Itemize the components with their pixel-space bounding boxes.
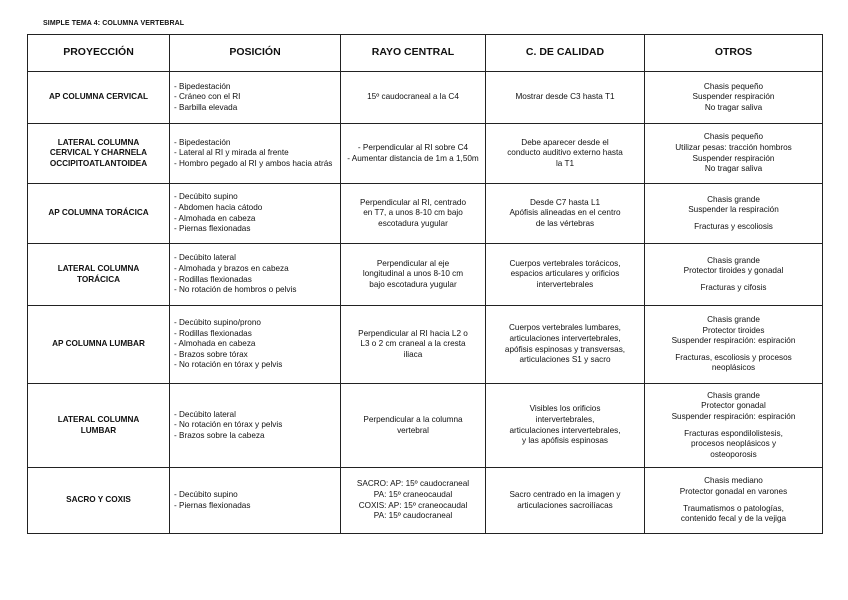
cell-line: longitudinal a unos 8-10 cm <box>362 269 464 279</box>
cell-line: - Piernas flexionadas <box>174 224 251 234</box>
cell-line: - No rotación en tórax y pelvis <box>174 420 283 430</box>
cell-line: Traumatismos o patologías, <box>683 503 784 513</box>
cell-line: - Brazos sobre la cabeza <box>174 430 265 440</box>
cell-calidad <box>486 468 645 534</box>
cell-line: Protector tiroides y gonadal <box>683 266 784 276</box>
cell-line: - Bipedestación <box>174 137 231 147</box>
cell-line: Suspender respiración <box>692 153 775 163</box>
cell-otros <box>645 306 823 384</box>
cell-line: - Cráneo con el RI <box>174 92 241 102</box>
cell-line: la T1 <box>555 158 575 168</box>
cell-calidad <box>486 306 645 384</box>
cell-line: Fracturas espondilolistesis, <box>684 428 783 438</box>
cell-line: Chasis mediano <box>704 476 763 486</box>
cell-line: - Bipedestación <box>174 81 231 91</box>
cell-proyeccion <box>28 72 170 124</box>
cell-line: Perpendicular al RI hacia L2 o <box>358 328 468 338</box>
cell-line: neoplásicos <box>711 363 756 373</box>
cell-posicion <box>170 72 341 124</box>
table-row <box>28 244 823 306</box>
cell-posicion <box>170 306 341 384</box>
cell-rayo-central <box>341 244 486 306</box>
cell-line: LATERAL COLUMNA <box>57 137 140 147</box>
cell-line: Protector gonadal <box>701 401 766 411</box>
table-row <box>28 306 823 384</box>
cell-line: articulaciones sacroilíacas <box>517 500 613 510</box>
cell-line: articulaciones intervertebrales, <box>509 425 621 435</box>
cell-line: - Lateral al RI y mirada al frente <box>174 148 289 158</box>
cell-line: Perpendicular a la columna <box>363 414 463 424</box>
cell-line: No tragar saliva <box>704 102 763 112</box>
header-rayo-central: RAYO CENTRAL <box>341 35 486 72</box>
cell-line: - Decúbito supino/prono <box>174 317 261 327</box>
cell-line: Mostrar desde C3 hasta T1 <box>515 92 615 102</box>
cell-line: - Almohada en cabeza <box>174 213 256 223</box>
cell-line: Chasis grande <box>707 255 760 265</box>
table-row <box>28 384 823 468</box>
cell-line: - Almohada y brazos en cabeza <box>174 263 289 273</box>
cell-line: osteoporosis <box>710 449 757 459</box>
cell-line: SACRO Y COXIS <box>66 495 131 505</box>
cell-proyeccion <box>28 468 170 534</box>
cell-line: Chasis pequeño <box>703 132 764 142</box>
cell-posicion <box>170 184 341 244</box>
cell-line: Apófisis alineadas en el centro <box>509 208 621 218</box>
cell-line: - Barbilla elevada <box>174 102 238 112</box>
cell-line: Utilizar pesas: tracción hombros <box>675 142 792 152</box>
cell-line: Perpendicular al eje <box>376 258 450 268</box>
cell-line: SACRO: AP: 15º caudocraneal <box>356 479 470 489</box>
header-calidad: C. DE CALIDAD <box>486 35 645 72</box>
cell-otros <box>645 72 823 124</box>
cell-line: AP COLUMNA TORÁCICA <box>48 208 149 218</box>
cell-line: Chasis pequeño <box>703 81 764 91</box>
cell-line: Fracturas y cifosis <box>700 282 767 292</box>
cell-rayo-central <box>341 124 486 184</box>
cell-line: intervertebrales, <box>535 414 595 424</box>
cell-line: Debe aparecer desde el <box>521 137 609 147</box>
cell-line: conducto auditivo externo hasta <box>507 148 623 158</box>
cell-line: LATERAL COLUMNA <box>57 263 140 273</box>
cell-proyeccion <box>28 384 170 468</box>
cell-line: y las apófisis espinosas <box>521 436 608 446</box>
header-otros: OTROS <box>645 35 823 72</box>
cell-line: CERVICAL Y CHARNELA <box>49 148 148 158</box>
cell-line: procesos neoplásicos y <box>690 439 777 449</box>
cell-proyeccion <box>28 184 170 244</box>
cell-line: 15º caudocraneal a la C4 <box>367 92 459 102</box>
cell-otros <box>645 184 823 244</box>
cell-line: COXIS: AP: 15º craneocaudal <box>358 500 468 510</box>
cell-line: - Piernas flexionadas <box>174 500 251 510</box>
cell-line: contenido fecal y de la vejiga <box>680 514 787 524</box>
cell-rayo-central <box>341 306 486 384</box>
cell-line: intervertebrales <box>536 279 594 289</box>
cell-line: Visibles los orificios <box>529 404 601 414</box>
table-row <box>28 184 823 244</box>
cell-line: Fracturas, escoliosis y procesos <box>675 352 792 362</box>
cell-line: - Hombro pegado al RI y ambos hacia atrás <box>174 158 333 168</box>
cell-line: LUMBAR <box>80 425 117 435</box>
cell-line: L3 o 2 cm craneal a la cresta <box>360 339 466 349</box>
cell-line: Protector gonadal en varones <box>679 486 788 496</box>
cell-line: - No rotación de hombros o pelvis <box>174 285 297 295</box>
cell-line: - Abdomen hacia cátodo <box>174 202 263 212</box>
cell-line: Desde C7 hasta L1 <box>529 197 601 207</box>
cell-rayo-central <box>341 184 486 244</box>
cell-rayo-central <box>341 468 486 534</box>
cell-line: Cuerpos vertebrales lumbares, <box>509 323 621 333</box>
table-row <box>28 124 823 184</box>
cell-line: Suspender respiración: espiración <box>671 336 796 346</box>
header-proyeccion: PROYECCIÓN <box>28 35 170 72</box>
cell-calidad <box>486 72 645 124</box>
cell-line: de las vértebras <box>535 218 595 228</box>
cell-proyeccion <box>28 124 170 184</box>
cell-line: AP COLUMNA LUMBAR <box>52 339 145 349</box>
cell-line: AP COLUMNA CERVICAL <box>48 92 148 102</box>
cell-line: PA: 15º craneocaudal <box>373 489 453 499</box>
document-title: SIMPLE TEMA 4: COLUMNA VERTEBRAL <box>43 20 185 27</box>
cell-line: LATERAL COLUMNA <box>57 414 140 424</box>
cell-posicion <box>170 124 341 184</box>
cell-proyeccion <box>28 306 170 384</box>
cell-line: - Decúbito lateral <box>174 253 236 263</box>
cell-line: PA: 15º caudocraneal <box>373 511 453 521</box>
cell-rayo-central <box>341 72 486 124</box>
cell-calidad <box>486 384 645 468</box>
cell-line: - Rodillas flexionadas <box>174 274 252 284</box>
table-row <box>28 468 823 534</box>
cell-line: Sacro centrado en la imagen y <box>509 489 621 499</box>
cell-otros <box>645 244 823 306</box>
cell-line: en T7, a unos 8-10 cm bajo <box>363 208 463 218</box>
cell-line: Fracturas y escoliosis <box>694 221 773 231</box>
cell-posicion <box>170 244 341 306</box>
cell-line: - Decúbito supino <box>174 489 238 499</box>
cell-line: TORÁCICA <box>76 274 121 284</box>
cell-line: escotadura yugular <box>378 218 448 228</box>
cell-calidad <box>486 184 645 244</box>
cell-line: bajo escotadura yugular <box>369 279 457 289</box>
cell-line: Suspender respiración: espiración <box>671 411 796 421</box>
cell-line: - No rotación en tórax y pelvis <box>174 360 283 370</box>
cell-proyeccion <box>28 244 170 306</box>
cell-line: - Almohada en cabeza <box>174 339 256 349</box>
cell-line: espacios articulares y orificios <box>510 269 620 279</box>
cell-line: Chasis grande <box>707 194 760 204</box>
cell-line: articulaciones intervertebrales, <box>509 333 621 343</box>
cell-posicion <box>170 468 341 534</box>
cell-line: Suspender la respiración <box>688 205 779 215</box>
cell-line: Cuerpos vertebrales torácicos, <box>509 258 621 268</box>
cell-line: iliaca <box>403 349 423 359</box>
cell-line: vertebral <box>397 425 429 435</box>
header-posicion: POSICIÓN <box>170 35 341 72</box>
cell-line: - Rodillas flexionadas <box>174 328 252 338</box>
table-row <box>28 72 823 124</box>
table-header-row <box>28 35 823 72</box>
cell-calidad <box>486 124 645 184</box>
cell-line: - Decúbito lateral <box>174 409 236 419</box>
cell-line: OCCIPITOATLANTOIDEA <box>49 158 148 168</box>
cell-line: - Perpendicular al RI sobre C4 <box>357 142 469 152</box>
cell-rayo-central <box>341 384 486 468</box>
vertebral-column-table <box>27 34 823 534</box>
cell-line: No tragar saliva <box>704 164 763 174</box>
cell-line: - Decúbito supino <box>174 192 238 202</box>
cell-line: Protector tiroides <box>702 325 765 335</box>
cell-line: apófisis espinosas y transversas, <box>504 344 626 354</box>
cell-otros <box>645 468 823 534</box>
cell-line: Chasis grande <box>707 314 760 324</box>
cell-posicion <box>170 384 341 468</box>
cell-line: - Aumentar distancia de 1m a 1,50m <box>347 153 479 163</box>
cell-line: Suspender respiración <box>692 92 775 102</box>
cell-line: Chasis grande <box>707 390 760 400</box>
cell-otros <box>645 124 823 184</box>
cell-line: Perpendicular al RI, centrado <box>359 197 467 207</box>
cell-line: - Brazos sobre tórax <box>174 349 248 359</box>
cell-line: articulaciones S1 y sacro <box>519 355 611 365</box>
cell-calidad <box>486 244 645 306</box>
cell-otros <box>645 384 823 468</box>
